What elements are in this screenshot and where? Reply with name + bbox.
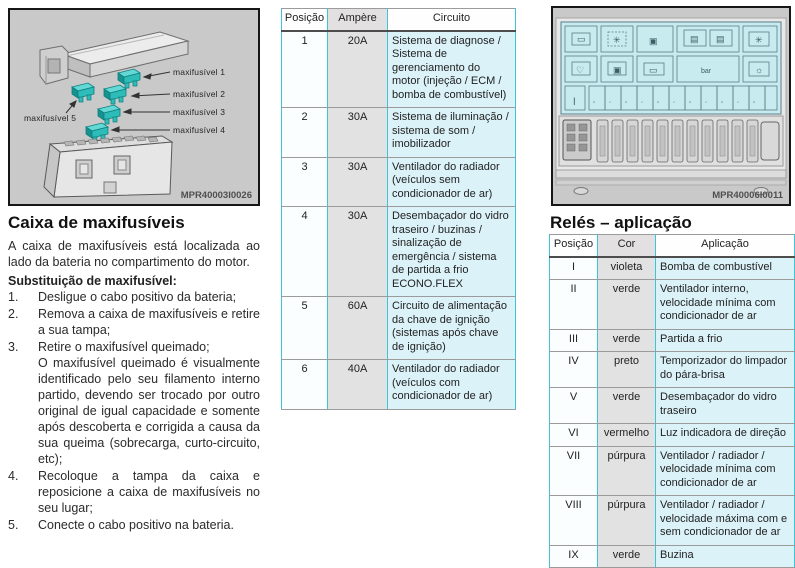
table-cell: Ventilador do radiador (veículos com condicionador de ar): [388, 360, 516, 410]
horn-icon: ♡: [576, 65, 585, 75]
table-cell: verde: [598, 545, 656, 568]
relay-map-panel: [561, 22, 781, 114]
svg-text:◦: ◦: [705, 100, 708, 106]
table-cell: Buzina: [656, 545, 795, 568]
svg-text:◦: ◦: [641, 100, 644, 106]
table-cell: 20A: [328, 31, 388, 108]
table-cell: Sistema de iluminação / sistema de som / imobilizador: [388, 108, 516, 158]
svg-text:▫: ▫: [657, 100, 660, 106]
table-row: [282, 360, 516, 410]
maxifuse-label-2: maxifusível 2: [173, 89, 226, 99]
table-header-row: [550, 235, 795, 257]
image-code-right: MPR40006I0011: [712, 190, 783, 201]
table-cell: Circuito de alimentação da chave de ignição (sistemas após chave de ignição): [388, 297, 516, 360]
fusebox-base: [44, 136, 172, 197]
table-cell: 2: [282, 108, 328, 158]
fan-icon: ✳: [613, 35, 621, 45]
step-text: Retire o maxifusível queimado; O maxifusível queimado é visualmente identificado pelo seu filamento interno partido, devendo ser trocado por outro original de igual capacidade e somente após descoberta e corrigida a causa da sua queima (sobrecarga, curto-circuito, etc);: [38, 340, 260, 466]
table-header-row: [282, 9, 516, 31]
table-cell: VI: [550, 424, 598, 447]
svg-text:◦: ◦: [609, 100, 612, 106]
table-cell: Ventilador / radiador / velocidade máxima com e sem condicionador de ar: [656, 496, 795, 546]
maxifuse-label-4: maxifusível 4: [173, 125, 226, 135]
sun-icon: ☼: [755, 65, 764, 75]
table-cell: Desembaçador do vidro traseiro: [656, 388, 795, 424]
column-header: Aplicação: [656, 235, 795, 257]
table-cell: 30A: [328, 108, 388, 158]
step-number: 1.: [8, 290, 19, 304]
maxifuse-intro-paragraph: A caixa de maxifusíveis está localizada ao lado da bateria no compartimento do motor.: [8, 239, 260, 269]
table-cell: IX: [550, 545, 598, 568]
step-number: 2.: [8, 307, 19, 321]
step-number: 5.: [8, 518, 19, 532]
table-cell: 1: [282, 31, 328, 108]
maxifuse-label-5: maxifusível 5: [24, 113, 77, 123]
relay-icon: ▭: [649, 65, 658, 75]
svg-text:◦: ◦: [673, 100, 676, 106]
table-cell: Ventilador / radiador / velocidade mínima com condicionador de ar: [656, 446, 795, 496]
step-text: Remova a caixa de maxifusíveis e retire a sua tampa;: [38, 307, 260, 337]
table-cell: 40A: [328, 360, 388, 410]
table-cell: Bomba de combustível: [656, 257, 795, 280]
table-row: [550, 545, 795, 568]
svg-text:▫: ▫: [689, 100, 692, 106]
table-row: [550, 329, 795, 352]
table-row: [282, 297, 516, 360]
table-cell: verde: [598, 280, 656, 330]
table-cell: verde: [598, 329, 656, 352]
table-row: [550, 280, 795, 330]
step-text: Desligue o cabo positivo da bateria;: [38, 290, 237, 304]
table-cell: Desembaçador do vidro traseiro / buzinas / sinalização de emergência / sistema de partida a frio ECONO.FLEX: [388, 207, 516, 297]
table-cell: violeta: [598, 257, 656, 280]
fusebox-bracket: [40, 46, 68, 84]
table-row: [550, 446, 795, 496]
table-cell: Temporizador do limpador do pára-brisa: [656, 352, 795, 388]
column-header: Cor: [598, 235, 656, 257]
fan-icon: ✳: [755, 35, 763, 45]
table-row: [550, 352, 795, 388]
svg-text:▫: ▫: [625, 100, 628, 106]
replacement-subheading: Substituição de maxifusível:: [8, 274, 177, 288]
step-number: 3.: [8, 340, 19, 354]
table-cell: púrpura: [598, 496, 656, 546]
table-cell: preto: [598, 352, 656, 388]
table-cell: II: [550, 280, 598, 330]
column-header: Circuito: [388, 9, 516, 31]
step-text: Conecte o cabo positivo na bateria.: [38, 518, 234, 532]
column-header: Posição: [550, 235, 598, 257]
table-cell: púrpura: [598, 446, 656, 496]
table-cell: Sistema de diagnose / Sistema de gerenciamento do motor (injeção / ECM / bomba de combustível): [388, 31, 516, 108]
section-title-maxifuse: Caixa de maxifusíveis: [8, 213, 185, 232]
replacement-step: [8, 339, 260, 467]
table-cell: VII: [550, 446, 598, 496]
relay-icon: ▭: [577, 34, 586, 44]
replacement-steps-list: [8, 289, 260, 533]
replacement-step: [8, 468, 260, 516]
table-cell: Ventilador interno, velocidade mínima com condicionador de ar: [656, 280, 795, 330]
table-cell: 30A: [328, 207, 388, 297]
relay-application-table: [549, 234, 795, 568]
replacement-step: [8, 517, 260, 533]
table-row: [282, 207, 516, 297]
section-title-relays: Relés – aplicação: [550, 213, 692, 232]
replacement-step: [8, 289, 260, 305]
table-cell: 5: [282, 297, 328, 360]
svg-text:▫: ▫: [753, 100, 756, 106]
strip-icon: ǀ: [573, 97, 576, 108]
table-row: [282, 31, 516, 108]
table-row: [282, 157, 516, 207]
step-note: O maxifusível queimado é visualmente identificado pelo seu filamento interno partido, devendo ser trocado por outro original de igual capacidade e somente após descoberta e corrigida a causa da sua queima (sobrecarga, curto-circuito, etc);: [38, 356, 260, 466]
table-row: [550, 424, 795, 447]
maxifuse-box-illustration: [8, 8, 260, 206]
step-number: 4.: [8, 469, 19, 483]
maxifuse-label-3: maxifusível 3: [173, 107, 226, 117]
table-cell: 60A: [328, 297, 388, 360]
defrost-icon: ▤: [716, 34, 725, 44]
table-cell: III: [550, 329, 598, 352]
column-header: Ampère: [328, 9, 388, 31]
table-cell: I: [550, 257, 598, 280]
relay-panel-illustration: [551, 6, 791, 206]
table-cell: vermelho: [598, 424, 656, 447]
maxifuse-amperage-table: [281, 8, 516, 410]
table-cell: Partida a frio: [656, 329, 795, 352]
step-text: Recoloque a tampa da caixa e reposicione a caixa de maxifusíveis no seu lugar;: [38, 469, 260, 515]
relay-slot-strip: [559, 116, 783, 166]
table-cell: 4: [282, 207, 328, 297]
maxifuse-section: [8, 8, 260, 534]
table-cell: 6: [282, 360, 328, 410]
maxifuse-label-1: maxifusível 1: [173, 67, 226, 77]
maxifuse-box-drawing: [10, 10, 258, 204]
table-cell: verde: [598, 388, 656, 424]
table-row: [550, 388, 795, 424]
image-code-left: MPR40003I0026: [180, 190, 252, 201]
table-cell: Luz indicadora de direção: [656, 424, 795, 447]
table-cell: V: [550, 388, 598, 424]
replacement-step: [8, 306, 260, 338]
table-row: [550, 257, 795, 280]
column-header: Posição: [282, 9, 328, 31]
table-cell: Ventilador do radiador (veículos sem condicionador de ar): [388, 157, 516, 207]
relay-panel-drawing: [553, 8, 789, 204]
label-text: bar: [701, 68, 712, 75]
svg-text:▫: ▫: [593, 100, 596, 106]
table-cell: IV: [550, 352, 598, 388]
table-row: [550, 496, 795, 546]
table-row: [282, 108, 516, 158]
svg-text:◦: ◦: [737, 100, 740, 106]
pump-icon: ▣: [649, 36, 658, 46]
table-cell: 30A: [328, 157, 388, 207]
table-cell: VIII: [550, 496, 598, 546]
table-cell: 3: [282, 157, 328, 207]
relay-icon: ▣: [613, 65, 622, 75]
svg-text:▫: ▫: [721, 100, 724, 106]
defrost-icon: ▤: [690, 34, 699, 44]
